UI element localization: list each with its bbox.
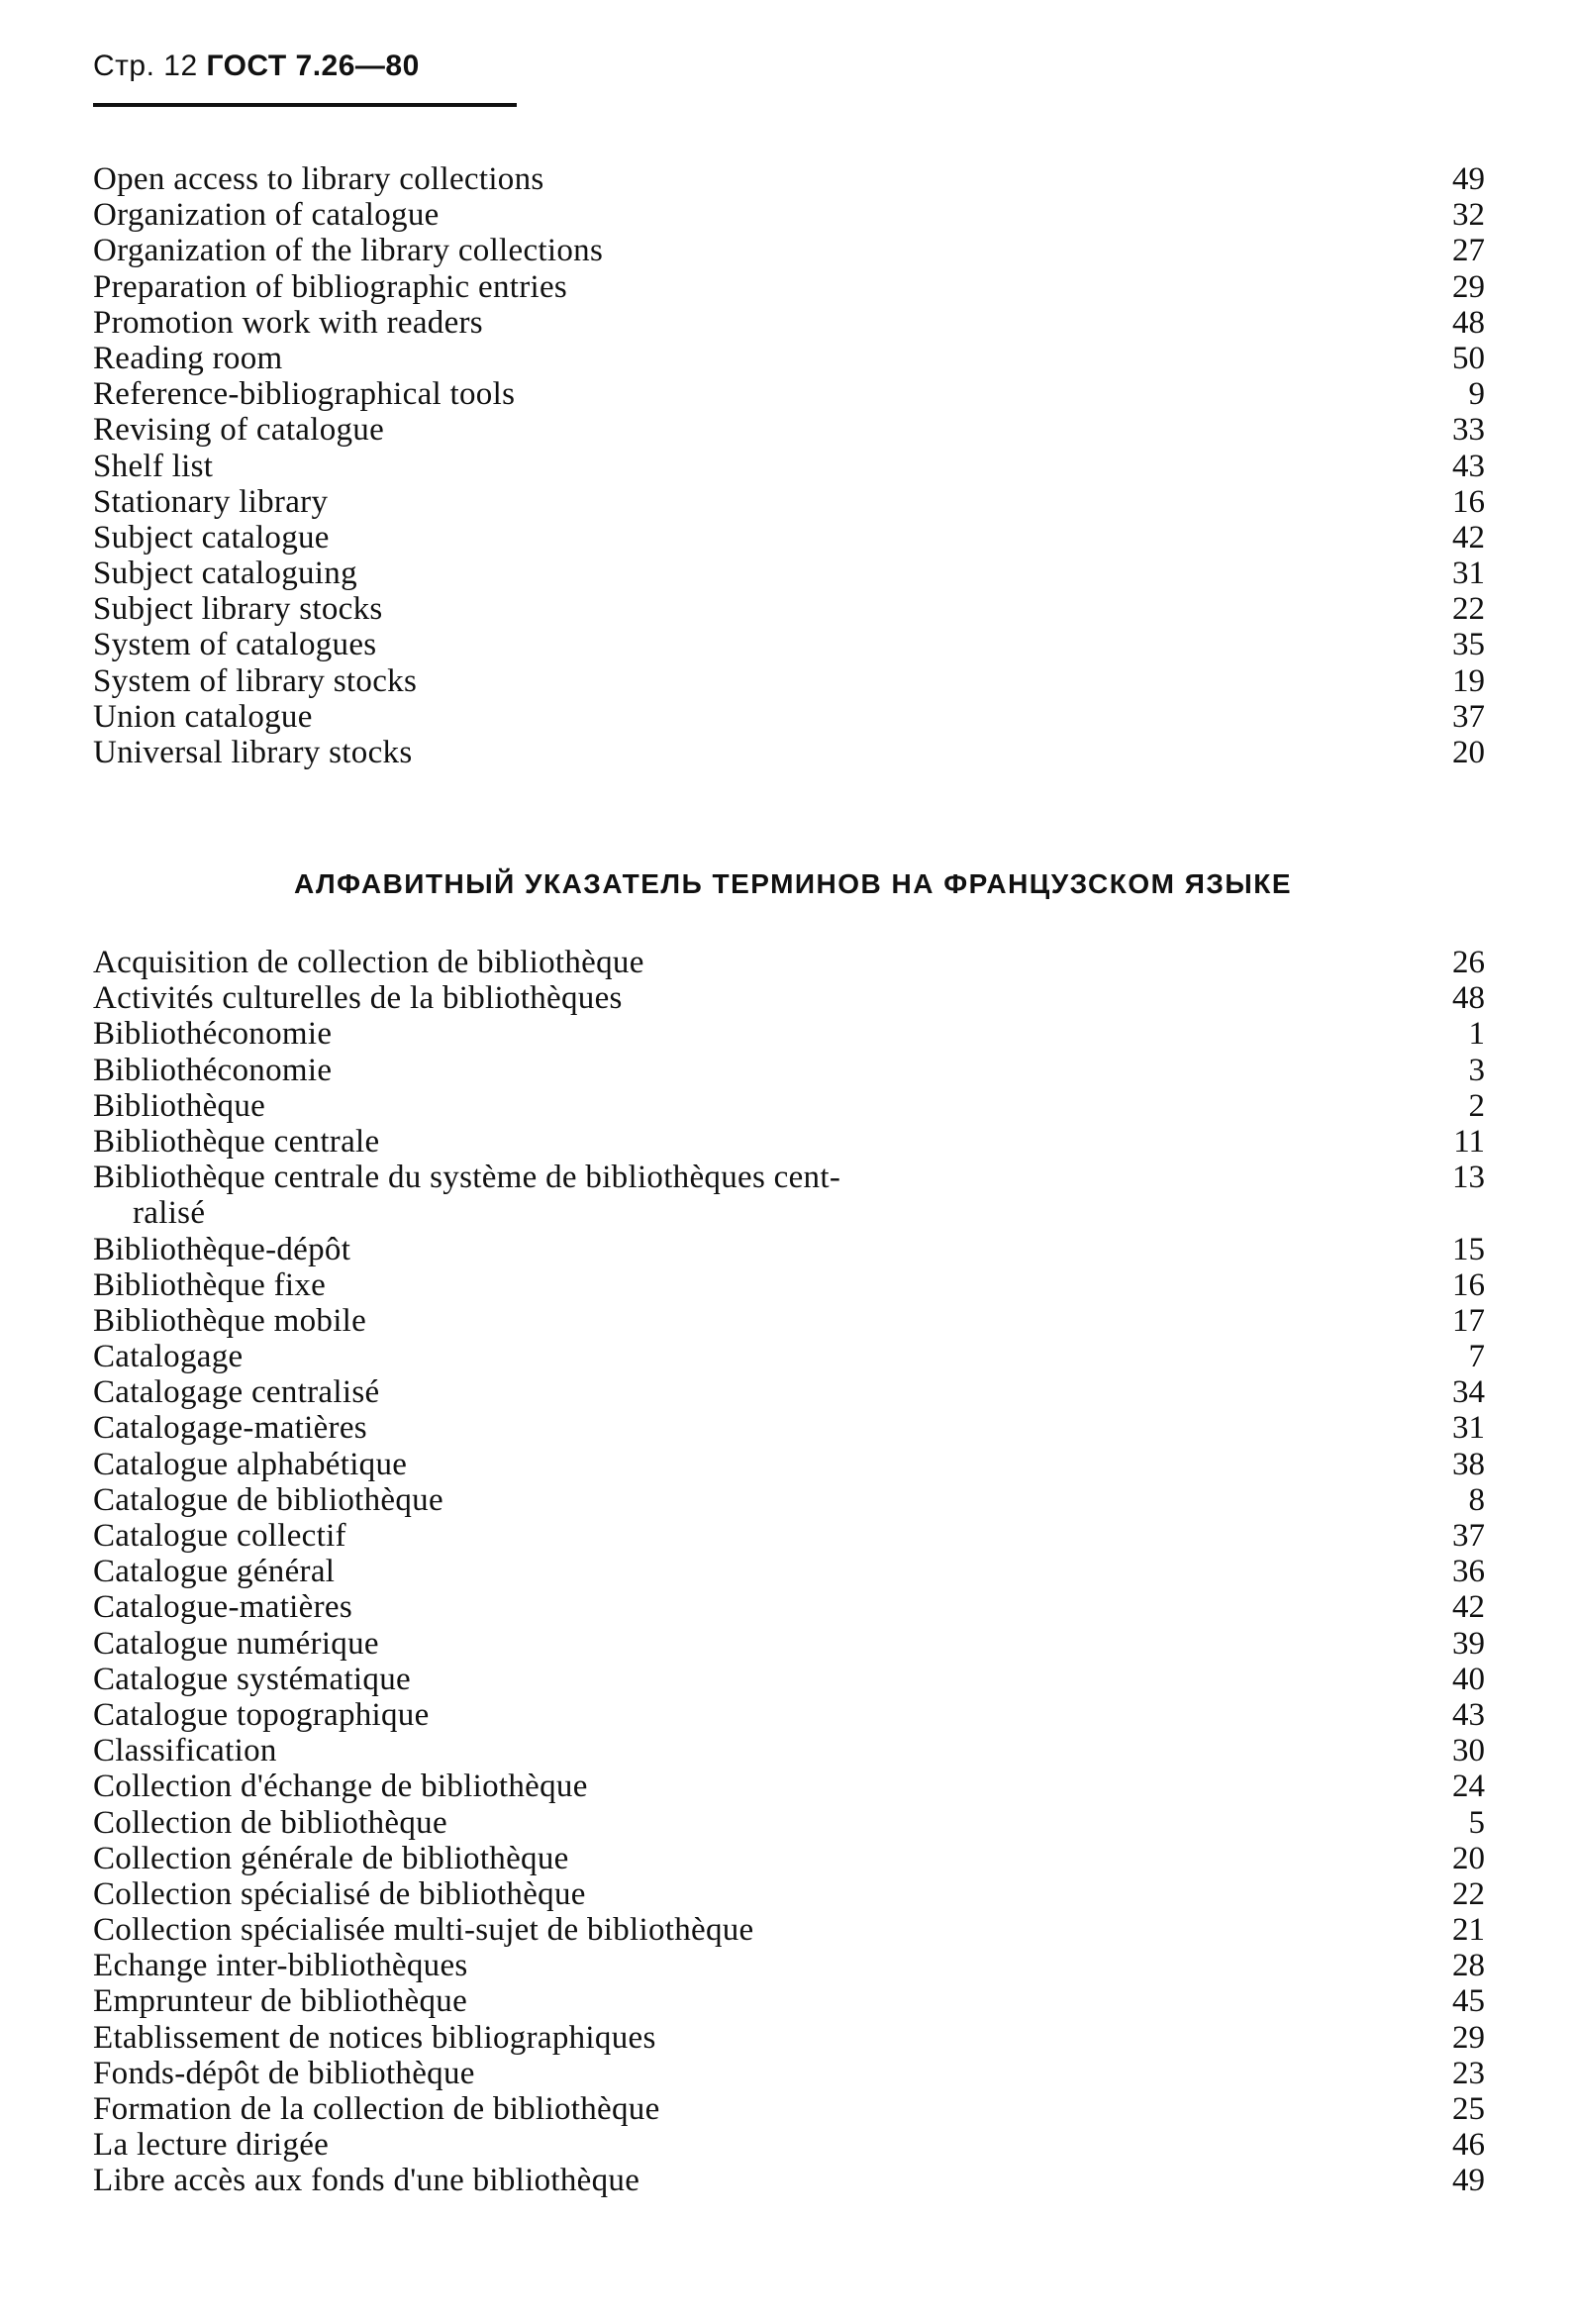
index-term: Catalogage-matières: [93, 1410, 367, 1447]
english-index-entry: [93, 627, 1493, 662]
term-number: 5: [1468, 1804, 1485, 1841]
term-number: 7: [1468, 1339, 1485, 1375]
term-number: 33: [1452, 412, 1485, 449]
index-term-block: [93, 1626, 379, 1662]
french-index-entry: [93, 1626, 1493, 1662]
index-term: Bibliothéconomie: [93, 1052, 333, 1088]
index-term: Collection générale de bibliothèque: [93, 1840, 569, 1876]
french-index-entry: [93, 2056, 1493, 2091]
index-term-block: [93, 1876, 586, 1912]
term-number: 20: [1452, 735, 1485, 770]
index-term-block: [93, 197, 440, 233]
index-term: Catalogue topographique: [93, 1696, 430, 1733]
index-term: System of library stocks: [93, 662, 418, 699]
index-term: Organization of catalogue: [93, 197, 440, 234]
index-term-block: [93, 2163, 639, 2198]
index-term: Collection de bibliothèque: [93, 1804, 447, 1841]
index-term-block: [93, 1805, 447, 1841]
term-number: 26: [1452, 945, 1485, 980]
french-index-entry: [93, 2020, 1493, 2056]
index-term: Stationary library: [93, 483, 329, 520]
index-term-block: [93, 1374, 379, 1410]
index-term: Etablissement de notices bibliographiques: [93, 2019, 656, 2056]
index-term: La lecture dirigée: [93, 2127, 330, 2164]
index-term: Collection spécialisé de bibliothèque: [93, 1875, 586, 1912]
term-number: 37: [1452, 698, 1485, 735]
index-term: Catalogue de bibliothèque: [93, 1481, 443, 1518]
index-term: Promotion work with readers: [93, 304, 483, 341]
french-index-entry: [93, 1053, 1493, 1088]
index-term: Bibliothèque mobile: [93, 1302, 367, 1339]
term-number: 9: [1468, 376, 1485, 413]
index-term-block: [93, 2127, 329, 2163]
french-index-entry: [93, 1518, 1493, 1554]
index-term: Catalogue numérique: [93, 1625, 379, 1662]
index-term: Subject cataloguing: [93, 556, 357, 592]
term-number: 40: [1452, 1661, 1485, 1697]
page-number-label: Стр. 12: [93, 50, 198, 82]
english-term-index: [93, 161, 1493, 770]
index-term-block: [93, 1447, 407, 1482]
index-term-block: [93, 520, 330, 556]
index-term-block: [93, 269, 567, 305]
index-term-block: [93, 556, 357, 591]
index-term-block: [93, 341, 282, 376]
english-index-entry: [93, 735, 1493, 770]
english-index-entry: [93, 233, 1493, 268]
index-term: Classification: [93, 1733, 277, 1769]
french-index-title: АЛФАВИТНЫЙ УКАЗАТЕЛЬ ТЕРМИНОВ НА ФРАНЦУЗСКОМ ЯЗЫКЕ: [293, 868, 1293, 899]
term-number: 19: [1452, 662, 1485, 699]
index-term: Echange inter-bibliothèques: [93, 1948, 468, 1984]
index-term: Union catalogue: [93, 698, 313, 735]
header-rule: [93, 103, 517, 107]
index-term-block: [93, 2091, 660, 2127]
index-term: Revising of catalogue: [93, 412, 385, 449]
french-index-entry: [93, 1733, 1493, 1768]
index-term: Acquisition de collection de bibliothèque: [93, 945, 644, 980]
index-term-block: [93, 1768, 588, 1804]
index-term: Formation de la collection de bibliothèque: [93, 2091, 660, 2128]
french-index-entry: [93, 1912, 1493, 1948]
index-term: Organization of the library collections: [93, 233, 604, 269]
term-number: 16: [1452, 483, 1485, 520]
term-number: 13: [1452, 1160, 1485, 1196]
french-index-entry: [93, 1232, 1493, 1267]
english-index-entry: [93, 520, 1493, 556]
term-number: 43: [1452, 448, 1485, 484]
french-index-entry: [93, 1841, 1493, 1876]
index-term-block: [93, 663, 417, 699]
index-term-block: [93, 1016, 332, 1052]
french-term-index: [93, 945, 1493, 2199]
term-number: 8: [1468, 1481, 1485, 1518]
french-index-entry: [93, 1374, 1493, 1410]
index-term: Bibliothèque fixe: [93, 1266, 327, 1303]
term-number: 36: [1452, 1554, 1485, 1590]
index-term-block: [93, 1267, 326, 1303]
index-term: Subject catalogue: [93, 519, 330, 556]
term-number: 25: [1452, 2091, 1485, 2128]
index-term-block: [93, 1589, 352, 1625]
french-index-entry: [93, 1805, 1493, 1841]
term-number: 3: [1468, 1052, 1485, 1088]
french-index-entry: [93, 1124, 1493, 1160]
term-number: 1: [1468, 1016, 1485, 1053]
term-number: 29: [1452, 268, 1485, 305]
index-term: Bibliothéconomie: [93, 1016, 333, 1053]
index-term: Shelf list: [93, 448, 214, 484]
index-term-block: [93, 484, 328, 520]
french-index-entry: [93, 1948, 1493, 1983]
index-term-block: [93, 233, 603, 268]
term-number: 17: [1452, 1302, 1485, 1339]
english-index-entry: [93, 161, 1493, 197]
term-number: 39: [1452, 1625, 1485, 1662]
term-number: 49: [1452, 2163, 1485, 2199]
index-term: Emprunteur de bibliothèque: [93, 1983, 468, 2020]
index-term-block: [93, 1697, 430, 1733]
index-term: Universal library stocks: [93, 735, 413, 770]
english-index-entry: [93, 699, 1493, 735]
english-index-entry: [93, 197, 1493, 233]
index-term-block: [93, 1662, 411, 1697]
index-term: Bibliothèque centrale du système de bibliothèques cent-: [93, 1160, 841, 1196]
index-term: Reference-bibliographical tools: [93, 376, 516, 413]
index-term-block: [93, 376, 515, 412]
index-term-block: [93, 591, 383, 627]
term-number: 48: [1452, 980, 1485, 1017]
index-term: Subject library stocks: [93, 591, 383, 628]
index-term: Reading room: [93, 340, 283, 376]
term-number: 45: [1452, 1983, 1485, 2020]
english-index-entry: [93, 305, 1493, 341]
index-term-block: [93, 699, 313, 735]
term-number: 23: [1452, 2055, 1485, 2091]
index-term-block: [93, 305, 483, 341]
index-term-block: [93, 735, 412, 770]
index-term-block: [93, 1339, 243, 1374]
english-index-entry: [93, 484, 1493, 520]
index-term-block: [93, 2020, 656, 2056]
index-term-block: [93, 2056, 475, 2091]
term-number: 24: [1452, 1768, 1485, 1805]
french-index-entry: [93, 1267, 1493, 1303]
index-term: System of catalogues: [93, 627, 377, 663]
term-number: 16: [1452, 1266, 1485, 1303]
english-index-entry: [93, 269, 1493, 305]
term-number: 46: [1452, 2127, 1485, 2164]
index-term-block: [93, 1410, 367, 1446]
term-number: 30: [1452, 1733, 1485, 1769]
index-term: Catalogage centralisé: [93, 1374, 380, 1411]
index-term-block: [93, 980, 623, 1016]
french-index-entry: [93, 2127, 1493, 2163]
index-term-block: [93, 1160, 1063, 1231]
french-index-entry: [93, 1016, 1493, 1052]
index-term-block: [93, 1983, 467, 2019]
index-term: Bibliothèque centrale: [93, 1123, 380, 1160]
french-index-entry: [93, 945, 1493, 980]
french-index-entry: [93, 1303, 1493, 1339]
index-term-continuation: ralisé: [133, 1195, 206, 1232]
index-term-block: [93, 1053, 332, 1088]
index-term: Preparation of bibliographic entries: [93, 268, 568, 305]
french-index-entry: [93, 1589, 1493, 1625]
term-number: 43: [1452, 1696, 1485, 1733]
index-term-block: [93, 1303, 366, 1339]
index-term: Collection spécialisée multi-sujet de bibliothèque: [93, 1912, 754, 1949]
index-term: Open access to library collections: [93, 161, 544, 197]
index-term: Catalogue alphabétique: [93, 1446, 408, 1482]
english-index-entry: [93, 591, 1493, 627]
term-number: 15: [1452, 1231, 1485, 1267]
english-index-entry: [93, 412, 1493, 448]
index-term: Bibliothèque: [93, 1087, 266, 1124]
term-number: 38: [1452, 1446, 1485, 1482]
index-term: Catalogage: [93, 1339, 244, 1375]
index-term: Activités culturelles de la bibliothèques: [93, 980, 623, 1017]
term-number: 50: [1452, 340, 1485, 376]
french-index-entry: [93, 1482, 1493, 1518]
term-number: 32: [1452, 197, 1485, 234]
french-index-entry: [93, 1662, 1493, 1697]
index-term-block: [93, 1232, 350, 1267]
term-number: 2: [1468, 1087, 1485, 1124]
english-index-entry: [93, 376, 1493, 412]
term-number: 31: [1452, 1410, 1485, 1447]
term-number: 42: [1452, 1589, 1485, 1626]
french-index-entry: [93, 1697, 1493, 1733]
french-index-entry: [93, 2163, 1493, 2198]
term-number: 35: [1452, 627, 1485, 663]
index-term: Bibliothèque-dépôt: [93, 1231, 351, 1267]
french-index-entry: [93, 1554, 1493, 1589]
index-term-block: [93, 1733, 277, 1768]
term-number: 29: [1452, 2019, 1485, 2056]
index-term-block: [93, 1554, 335, 1589]
french-index-entry: [93, 1447, 1493, 1482]
index-term-block: [93, 449, 213, 484]
french-index-entry: [93, 1983, 1493, 2019]
index-term-block: [93, 161, 544, 197]
english-index-entry: [93, 341, 1493, 376]
index-term: Catalogue systématique: [93, 1661, 411, 1697]
french-index-entry: [93, 980, 1493, 1016]
term-number: 34: [1452, 1374, 1485, 1411]
term-number: 42: [1452, 519, 1485, 556]
page-header: [93, 50, 420, 83]
french-index-entry: [93, 1876, 1493, 1912]
english-index-entry: [93, 663, 1493, 699]
index-term: Catalogue-matières: [93, 1589, 352, 1626]
index-term-block: [93, 1124, 379, 1160]
term-number: 49: [1452, 161, 1485, 197]
index-term: Collection d'échange de bibliothèque: [93, 1768, 588, 1805]
french-index-entry: [93, 1088, 1493, 1124]
french-index-entry: [93, 1410, 1493, 1446]
term-number: 11: [1453, 1123, 1485, 1160]
index-term: Catalogue général: [93, 1554, 336, 1590]
english-index-entry: [93, 556, 1493, 591]
index-term-block: [93, 1518, 346, 1554]
term-number: 21: [1452, 1912, 1485, 1949]
term-number: 28: [1452, 1948, 1485, 1984]
index-term-block: [93, 945, 644, 980]
term-number: 31: [1452, 556, 1485, 592]
index-term-block: [93, 1841, 569, 1876]
index-term-block: [93, 1912, 754, 1948]
index-term: Catalogue collectif: [93, 1518, 346, 1555]
french-index-entry: [93, 2091, 1493, 2127]
index-term: Fonds-dépôt de bibliothèque: [93, 2055, 475, 2091]
standard-code: ГОСТ 7.26—80: [206, 50, 420, 82]
term-number: 37: [1452, 1518, 1485, 1555]
index-term-block: [93, 1088, 265, 1124]
term-number: 20: [1452, 1840, 1485, 1876]
index-term-block: [93, 1482, 443, 1518]
english-index-entry: [93, 449, 1493, 484]
term-number: 27: [1452, 233, 1485, 269]
term-number: 22: [1452, 591, 1485, 628]
french-index-entry: [93, 1768, 1493, 1804]
term-number: 48: [1452, 304, 1485, 341]
index-term-block: [93, 412, 384, 448]
french-index-entry: [93, 1160, 1493, 1231]
french-index-entry: [93, 1339, 1493, 1374]
index-term-block: [93, 627, 376, 662]
index-term: Libre accès aux fonds d'une bibliothèque: [93, 2163, 640, 2199]
term-number: 22: [1452, 1875, 1485, 1912]
index-term-block: [93, 1948, 468, 1983]
